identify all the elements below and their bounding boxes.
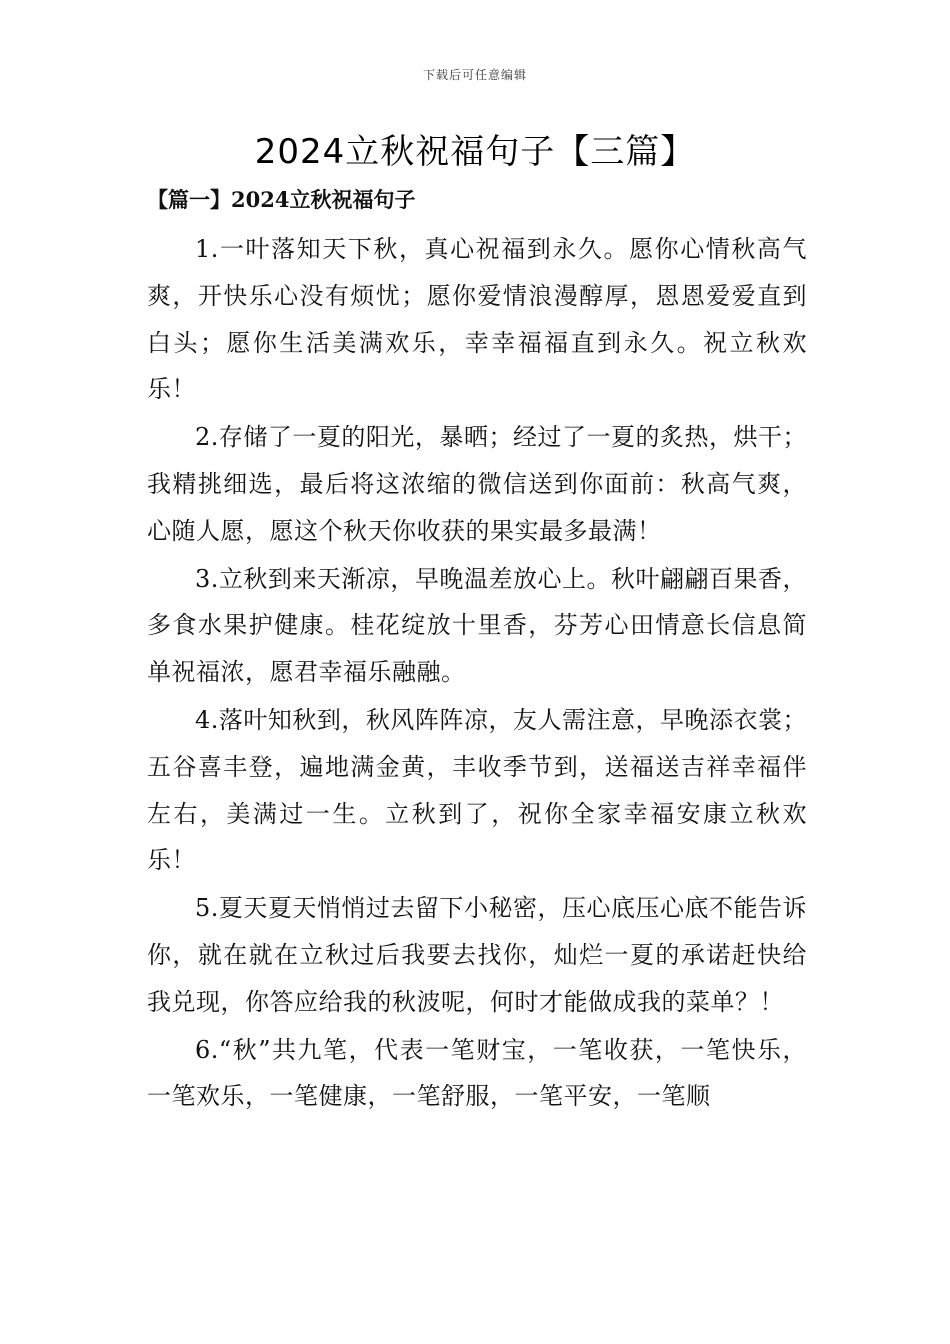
paragraph-1: 1.一叶落知天下秋，真心祝福到永久。愿你心情秋高气爽，开快乐心没有烦忧；愿你爱情浪漫醇厚，恩恩爱爱直到白头；愿你生活美满欢乐，幸幸福福直到永久。祝立秋欢乐！ <box>147 235 807 404</box>
header-note: 下载后可任意编辑 <box>422 68 527 82</box>
paragraph-3: 3.立秋到来天渐凉，早晚温差放心上。秋叶翩翩百果香，多食水果护健康。桂花绽放十里香，芬芳心田情意长信息简单祝福浓，愿君幸福乐融融。 <box>147 564 807 687</box>
paragraph-2: 2.存储了一夏的阳光，暴晒；经过了一夏的炙热，烘干；我精挑细选，最后将这浓缩的微信送到你面前：秋高气爽，心随人愿，愿这个秋天你收获的果实最多最满！ <box>147 423 807 545</box>
section-heading: 【篇一】2024立秋祝福句子 <box>147 187 416 212</box>
paragraph-4: 4.落叶知秋到，秋风阵阵凉，友人需注意，早晚添衣裳；五谷喜丰登，遍地满金黄，丰收季节到，送福送吉祥幸福伴左右，美满过一生。立秋到了，祝你全家幸福安康立秋欢乐！ <box>147 705 807 875</box>
document-title: 2024立秋祝福句子【三篇】 <box>254 132 696 172</box>
paragraph-6: 6.“秋”共九笔，代表一笔财宝，一笔收获，一笔快乐，一笔欢乐，一笔健康，一笔舒服，一笔平安，一笔顺 <box>147 1035 807 1111</box>
paragraph-5: 5.夏天夏天悄悄过去留下小秘密，压心底压心底不能告诉你，就在就在立秋过后我要去找你，灿烂一夏的承诺赶快给我兑现，你答应给我的秋波呢，何时才能做成我的菜单？！ <box>147 894 807 1016</box>
document-body <box>147 226 807 1121</box>
